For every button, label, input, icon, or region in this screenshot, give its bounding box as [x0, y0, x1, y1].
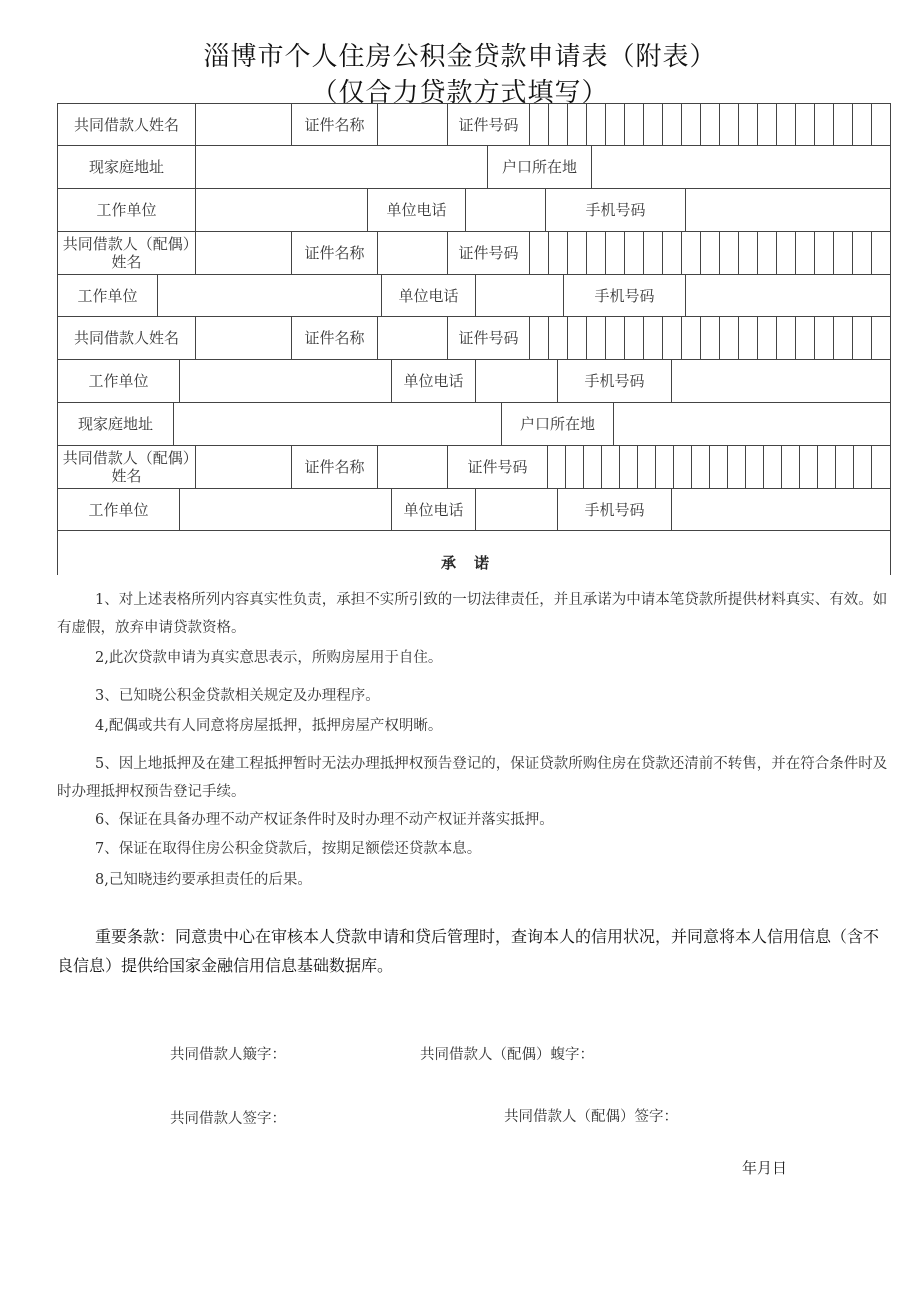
- label-employer: 工作单位: [58, 275, 158, 316]
- form-title: 淄博市个人住房公积金贷款申请表（附表）: [203, 42, 717, 72]
- field-mobile[interactable]: [672, 360, 890, 402]
- application-form-table: [57, 103, 891, 575]
- label-mobile: 手机号码: [558, 360, 672, 402]
- label-mobile: 手机号码: [558, 489, 672, 530]
- field-home-address[interactable]: [174, 403, 502, 445]
- id-number-boxes[interactable]: [530, 317, 890, 359]
- field-work-phone[interactable]: [466, 189, 546, 231]
- field-employer[interactable]: [158, 275, 382, 316]
- field-home-address[interactable]: [196, 146, 488, 188]
- promise-item: 2,此次贷款申请为真实意思表示，所购房屋用于自住。: [95, 650, 443, 666]
- id-number-boxes[interactable]: [548, 446, 890, 488]
- label-id-type: 证件名称: [292, 317, 378, 359]
- label-spouse-name: 共同借款人（配偶）姓名: [58, 232, 196, 274]
- promise-item: 1、对上述表格所列内容真实性负责，承担不实所引致的一切法律责任，并且承诺为中请本笔贷款所提供材料真实、有效。如有虚假，放弃申请贷款资格。: [57, 592, 888, 636]
- field-employer[interactable]: [180, 489, 392, 530]
- field-id-type[interactable]: [378, 232, 448, 274]
- id-number-boxes[interactable]: [530, 104, 890, 145]
- label-id-number: 证件号码: [448, 232, 530, 274]
- field-mobile[interactable]: [686, 189, 890, 231]
- label-mobile: 手机号码: [546, 189, 686, 231]
- date-label[interactable]: 年月日: [742, 1159, 788, 1177]
- field-employer[interactable]: [196, 189, 368, 231]
- important-clause: 重要条款：同意贵中心在审核本人贷款申请和贷后管理时，查询本人的信用状况，并同意将本人信用信息（含不良信息）提供给国家金融信用信息基础数据库。: [57, 927, 880, 975]
- field-work-phone[interactable]: [476, 489, 558, 530]
- label-id-type: 证件名称: [292, 446, 378, 488]
- label-mobile: 手机号码: [564, 275, 686, 316]
- promise-item: 3、已知晓公积金贷款相关规定及办理程序。: [95, 688, 380, 704]
- table-row: [58, 275, 890, 317]
- label-co-borrower-name: 共同借款人姓名: [58, 104, 196, 145]
- table-row: [58, 104, 890, 146]
- table-row: [58, 360, 890, 403]
- promise-item: 7、保证在取得住房公积金贷款后，按期足额偿还贷款本息。: [95, 841, 482, 857]
- signature-spouse[interactable]: 共同借款人（配偶）蝮字：: [420, 1047, 594, 1063]
- table-row: [58, 403, 890, 446]
- label-id-number: 证件号码: [448, 446, 548, 488]
- label-co-borrower-name: 共同借款人姓名: [58, 317, 196, 359]
- label-work-phone: 单位电话: [368, 189, 466, 231]
- field-co-borrower-name[interactable]: [196, 317, 292, 359]
- table-row: [58, 446, 890, 489]
- field-work-phone[interactable]: [476, 275, 564, 316]
- label-id-number: 证件号码: [448, 104, 530, 145]
- label-id-number: 证件号码: [448, 317, 530, 359]
- field-mobile[interactable]: [672, 489, 890, 530]
- field-employer[interactable]: [180, 360, 392, 402]
- promise-heading: 承诺: [440, 554, 507, 572]
- label-household-registration: 户口所在地: [502, 403, 614, 445]
- table-row: [58, 232, 890, 275]
- field-work-phone[interactable]: [476, 360, 558, 402]
- label-home-address: 现家庭地址: [58, 403, 174, 445]
- table-row: [58, 189, 890, 232]
- label-employer: 工作单位: [58, 489, 180, 530]
- form-subtitle: （仅合力贷款方式填写）: [311, 78, 609, 108]
- field-mobile[interactable]: [686, 275, 890, 316]
- field-co-borrower-name[interactable]: [196, 104, 292, 145]
- label-home-address: 现家庭地址: [58, 146, 196, 188]
- signature-co-borrower[interactable]: 共同借款人签字：: [170, 1111, 286, 1127]
- label-spouse-name: 共同借款人（配偶）姓名: [58, 446, 196, 488]
- label-work-phone: 单位电话: [382, 275, 476, 316]
- label-household-registration: 户口所在地: [488, 146, 592, 188]
- field-id-type[interactable]: [378, 446, 448, 488]
- field-spouse-name[interactable]: [196, 446, 292, 488]
- table-row: [58, 146, 890, 189]
- id-number-boxes[interactable]: [530, 232, 890, 274]
- promise-item: 4,配偶或共有人同意将房屋抵押，抵押房屋产权明晰。: [95, 718, 443, 734]
- field-household-registration[interactable]: [592, 146, 890, 188]
- table-row: [58, 489, 890, 531]
- label-id-type: 证件名称: [292, 104, 378, 145]
- label-id-type: 证件名称: [292, 232, 378, 274]
- field-id-type[interactable]: [378, 317, 448, 359]
- field-id-type[interactable]: [378, 104, 448, 145]
- label-work-phone: 单位电话: [392, 360, 476, 402]
- promise-item: 8,己知晓违约要承担责任的后果。: [95, 872, 312, 888]
- promise-item: 6、保证在具备办理不动产权证条件时及时办理不动产权证并落实抵押。: [95, 812, 554, 828]
- promise-item: 5、因上地抵押及在建工程抵押暂时无法办理抵押权预告登记的，保证贷款所购住房在贷款还清前不转售，并在符合条件时及时办理抵押权预告登记手续。: [57, 756, 888, 800]
- field-spouse-name[interactable]: [196, 232, 292, 274]
- label-employer: 工作单位: [58, 360, 180, 402]
- label-work-phone: 单位电话: [392, 489, 476, 530]
- signature-spouse[interactable]: 共同借款人（配偶）签字：: [504, 1109, 678, 1125]
- table-row: [58, 317, 890, 360]
- field-household-registration[interactable]: [614, 403, 890, 445]
- signature-co-borrower[interactable]: 共同借款人簸字：: [170, 1047, 286, 1063]
- label-employer: 工作单位: [58, 189, 196, 231]
